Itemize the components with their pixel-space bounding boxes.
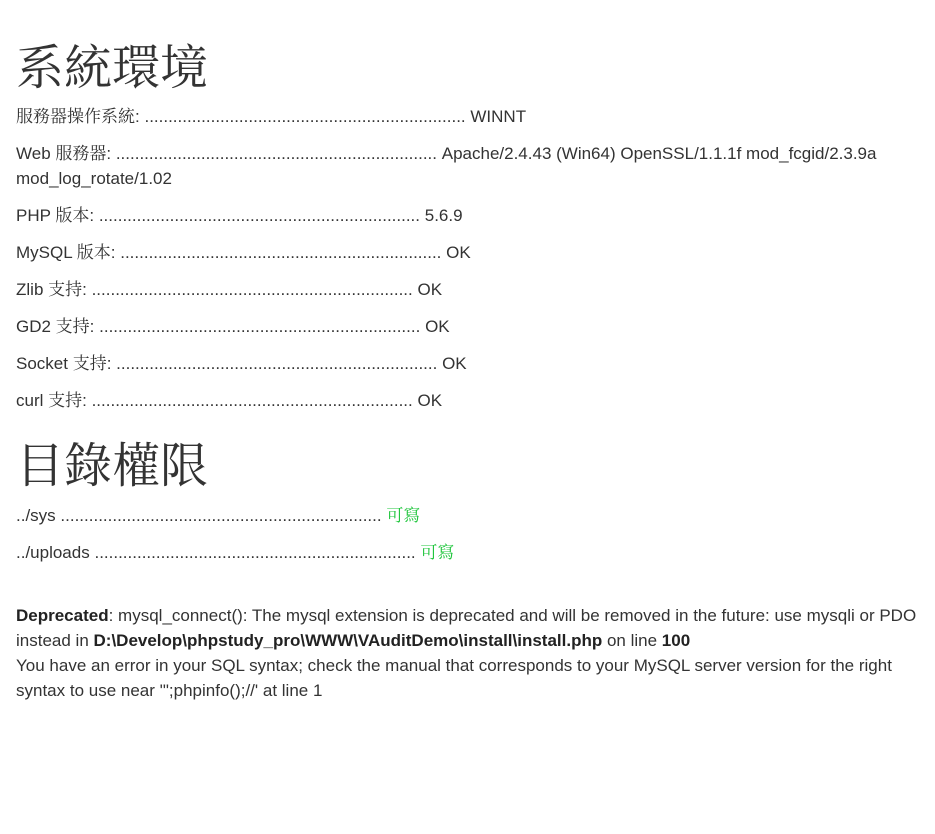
error-file-path: D:\Develop\phpstudy_pro\WWW\VAuditDemo\install\install.php — [93, 631, 603, 650]
on-line-text: on line — [602, 631, 662, 650]
directories-title: 目錄權限 — [16, 438, 209, 494]
env-value-mysql: OK — [446, 243, 471, 262]
dir-row-sys — [16, 503, 921, 528]
sql-error-text: You have an error in your SQL syntax; check the manual that corresponds to your MySQL server version for the right syntax to use near '";phpinfo();//' at line 1 — [16, 656, 892, 700]
directory-permission-list — [16, 503, 921, 577]
env-label-socket: Socket 支持: — [16, 354, 112, 373]
env-label-web-server: Web 服務器: — [16, 144, 112, 163]
env-value-web-server: Apache/2.4.43 (Win64) OpenSSL/1.1.1f mod_fcgid/2.3.9a mod_log_rotate/1.02 — [16, 144, 877, 188]
dir-status-uploads: 可寫 — [420, 543, 455, 562]
env-row-curl — [16, 388, 921, 413]
env-dots: .................................................................... — [91, 280, 413, 299]
env-dots: .................................................................... — [144, 107, 466, 126]
dir-label-uploads: ../uploads — [16, 543, 90, 562]
env-label-gd2: GD2 支持: — [16, 317, 95, 336]
env-label-zlib: Zlib 支持: — [16, 280, 87, 299]
env-row-gd2 — [16, 314, 921, 339]
deprecated-label: Deprecated — [16, 606, 109, 625]
environment-list — [16, 104, 921, 425]
env-value-zlib: OK — [417, 280, 443, 299]
env-value-gd2: OK — [425, 317, 450, 336]
dir-status-sys: 可寫 — [386, 506, 421, 525]
env-row-socket — [16, 351, 921, 376]
env-row-os — [16, 104, 921, 129]
env-dots: .................................................................... — [99, 317, 421, 336]
dir-row-uploads — [16, 540, 921, 565]
env-row-web-server — [16, 141, 921, 191]
env-value-php: 5.6.9 — [424, 206, 463, 225]
php-error-message — [16, 603, 921, 703]
env-value-socket: OK — [442, 354, 467, 373]
env-value-os: WINNT — [470, 107, 527, 126]
env-label-php: PHP 版本: — [16, 206, 95, 225]
env-dots: .................................................................... — [120, 243, 442, 262]
dir-dots: .................................................................... — [60, 506, 382, 525]
environment-title: 系統環境 — [16, 40, 209, 96]
env-row-php — [16, 203, 921, 228]
env-label-mysql: MySQL 版本: — [16, 243, 116, 262]
env-row-mysql — [16, 240, 921, 265]
dir-dots: .................................................................... — [94, 543, 416, 562]
env-dots: .................................................................... — [98, 206, 421, 225]
error-line-number: 100 — [661, 631, 691, 650]
dir-label-sys: ../sys — [16, 506, 56, 525]
env-label-curl: curl 支持: — [16, 391, 87, 410]
env-row-zlib — [16, 277, 921, 302]
env-dots: .................................................................... — [91, 391, 413, 410]
env-value-curl: OK — [417, 391, 443, 410]
env-dots: .................................................................... — [116, 354, 438, 373]
deprecated-text: : mysql_connect(): The mysql extension is deprecated and will be removed in the future: use mysqli or PDO instead in — [16, 606, 917, 650]
env-dots: .................................................................... — [115, 144, 438, 163]
env-label-os: 服務器操作系統: — [16, 107, 140, 126]
